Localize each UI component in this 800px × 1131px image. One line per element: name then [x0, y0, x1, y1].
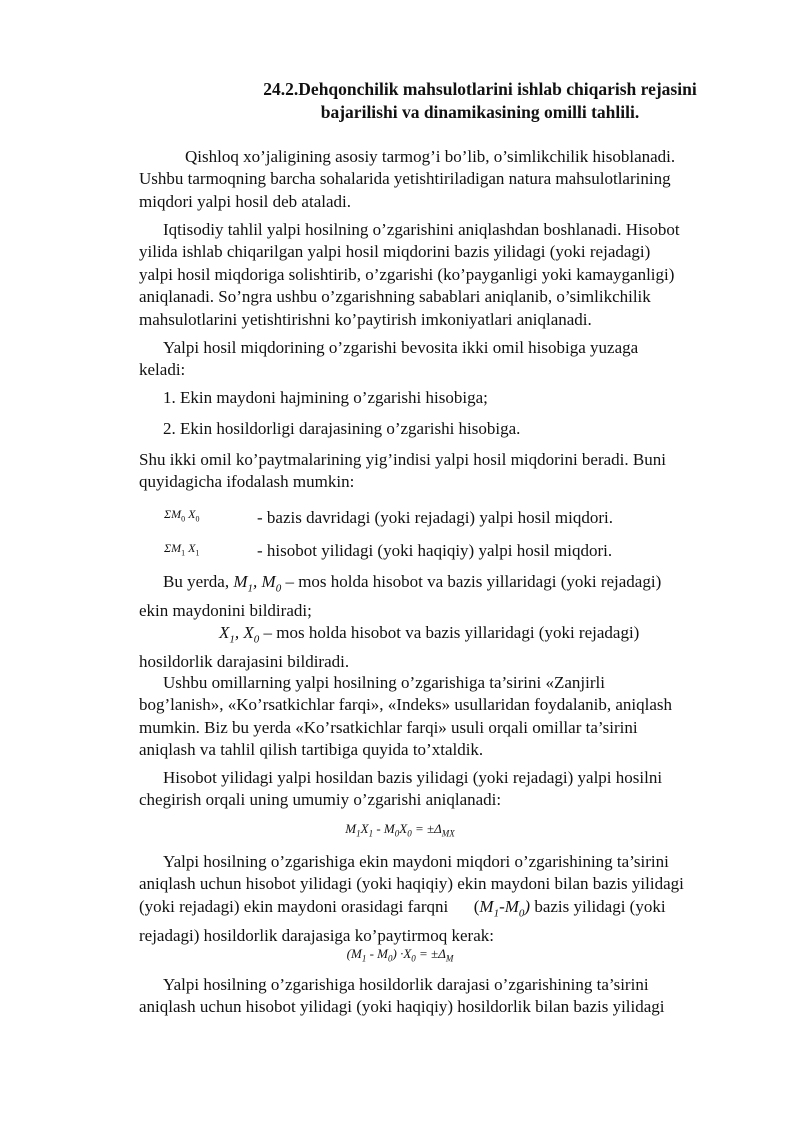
factor-list-2	[139, 418, 739, 440]
paragraph-7: Ushbu omillarning yalpi hosilning o’zgarishiga ta’sirini «Zanjirli bog’lanish», «Ko’rsatkichlar farqi», «Indeks» usullaridan foydalanib, aniqlash mumkin. Biz bu yerda «Ko’rsatkichlar farqi» usuli orqali omillar ta’sirini aniqlash va tahlil qilish tartibiga quyida to’xtaldik.	[139, 673, 673, 760]
formula-1-description: - bazis davridagi (yoki rejadagi) yalpi hosil miqdori.	[257, 508, 613, 527]
paragraph-5: Bu yerda, $M_1$, $M_0$ – mos holda hisobot va bazis yillaridagi (yoki rejadagi) ekin maydonini bildiradi;	[139, 572, 662, 620]
paragraph-8: Hisobot yilidagi yalpi hosildan bazis yilidagi (yoki rejadagi) yalpi hosilni chegirish orqali uning umumiy o’zgarishi aniqlanadi:	[139, 768, 663, 810]
paragraph-9: Yalpi hosilning o’zgarishiga ekin maydoni miqdori o’zgarishining ta’sirini aniqlash uchun hisobot yilidagi (yoki haqiqiy) ekin maydoni bilan bazis yilidagi (yoki rejadagi) ekin maydoni orasidagi farqni $(M_1-M_0)$ bazis yilidagi (yoki rejadagi) hosildorlik darajasiga ko’paytirmoq kerak:	[139, 852, 684, 945]
paragraph-1: Qishloq xo’jaligining asosiy tarmog’i bo’lib, o’simlikchilik hisoblanadi. Ushbu tarmoqning barcha sohalarida yetishtiriladigan natura mahsulotlarining miqdori yalpi hosil deb ataladi.	[139, 147, 676, 211]
paragraph-6: $X_1$, $X_0$ – mos holda hisobot va bazis yillaridagi (yoki rejadagi) hosildorlik darajasini bildiradi.	[139, 623, 640, 671]
paragraph-4: Shu ikki omil ko’paytmalarining yig’indisi yalpi hosil miqdorini beradi. Buni quyidagicha ifodalash mumkin:	[139, 450, 666, 492]
section-title	[200, 78, 760, 124]
title-line-2: bajarilishi va dinamikasining omilli tahlili.	[320, 102, 640, 122]
paragraph-10: Yalpi hosilning o’zgarishiga hosildorlik darajasi o’zgarishining ta’sirini aniqlash uchun hisobot yilidagi (yoki haqiqiy) hosildorlik bilan bazis yilidagi	[139, 975, 665, 1017]
formula-sum-m1x1: $\Sigma M_1$ $X_1$	[164, 541, 200, 558]
factor-list	[139, 387, 739, 409]
list-item: 1. Ekin maydoni hajmining o’zgarishi hisobiga;	[163, 388, 488, 407]
title-line-1: 24.2.Dehqonchilik mahsulotlarini ishlab chiqarish rejasini	[263, 79, 697, 99]
paragraph-3: Yalpi hosil miqdorining o’zgarishi bevosita ikki omil hisobiga yuzaga keladi:	[139, 338, 639, 380]
paragraph-2: Iqtisodiy tahlil yalpi hosilning o’zgarishini aniqlashdan boshlanadi. Hisobot yilida ishlab chiqarilgan yalpi hosil miqdorini bazis yilidagi (yoki rejadagi) yalpi hosil miqdoriga solishtirib, o’zgarishi (ko’payganligi yoki kamayganligi) aniqlanadi. So’ngra ushbu o’zgarishning sabablari aniqlanib, o’simlikchilik mahsulotlarini yetishtirishni ko’paytirish imkoniyatlari aniqlanadi.	[139, 220, 680, 329]
equation-total-change: $M_1X_1 - M_0X_0 = \pm\Delta_{MX}$	[345, 821, 455, 839]
equation-area-effect: $(M_1 - M_0) \cdot X_0 = \pm\Delta_M$	[346, 946, 454, 964]
formula-sum-m0x0: $\Sigma M_0$ $X_0$	[164, 507, 200, 524]
list-item: 2. Ekin hosildorligi darajasining o’zgarishi hisobiga.	[163, 419, 521, 438]
formula-2-description: - hisobot yilidagi (yoki haqiqiy) yalpi hosil miqdori.	[257, 541, 613, 560]
